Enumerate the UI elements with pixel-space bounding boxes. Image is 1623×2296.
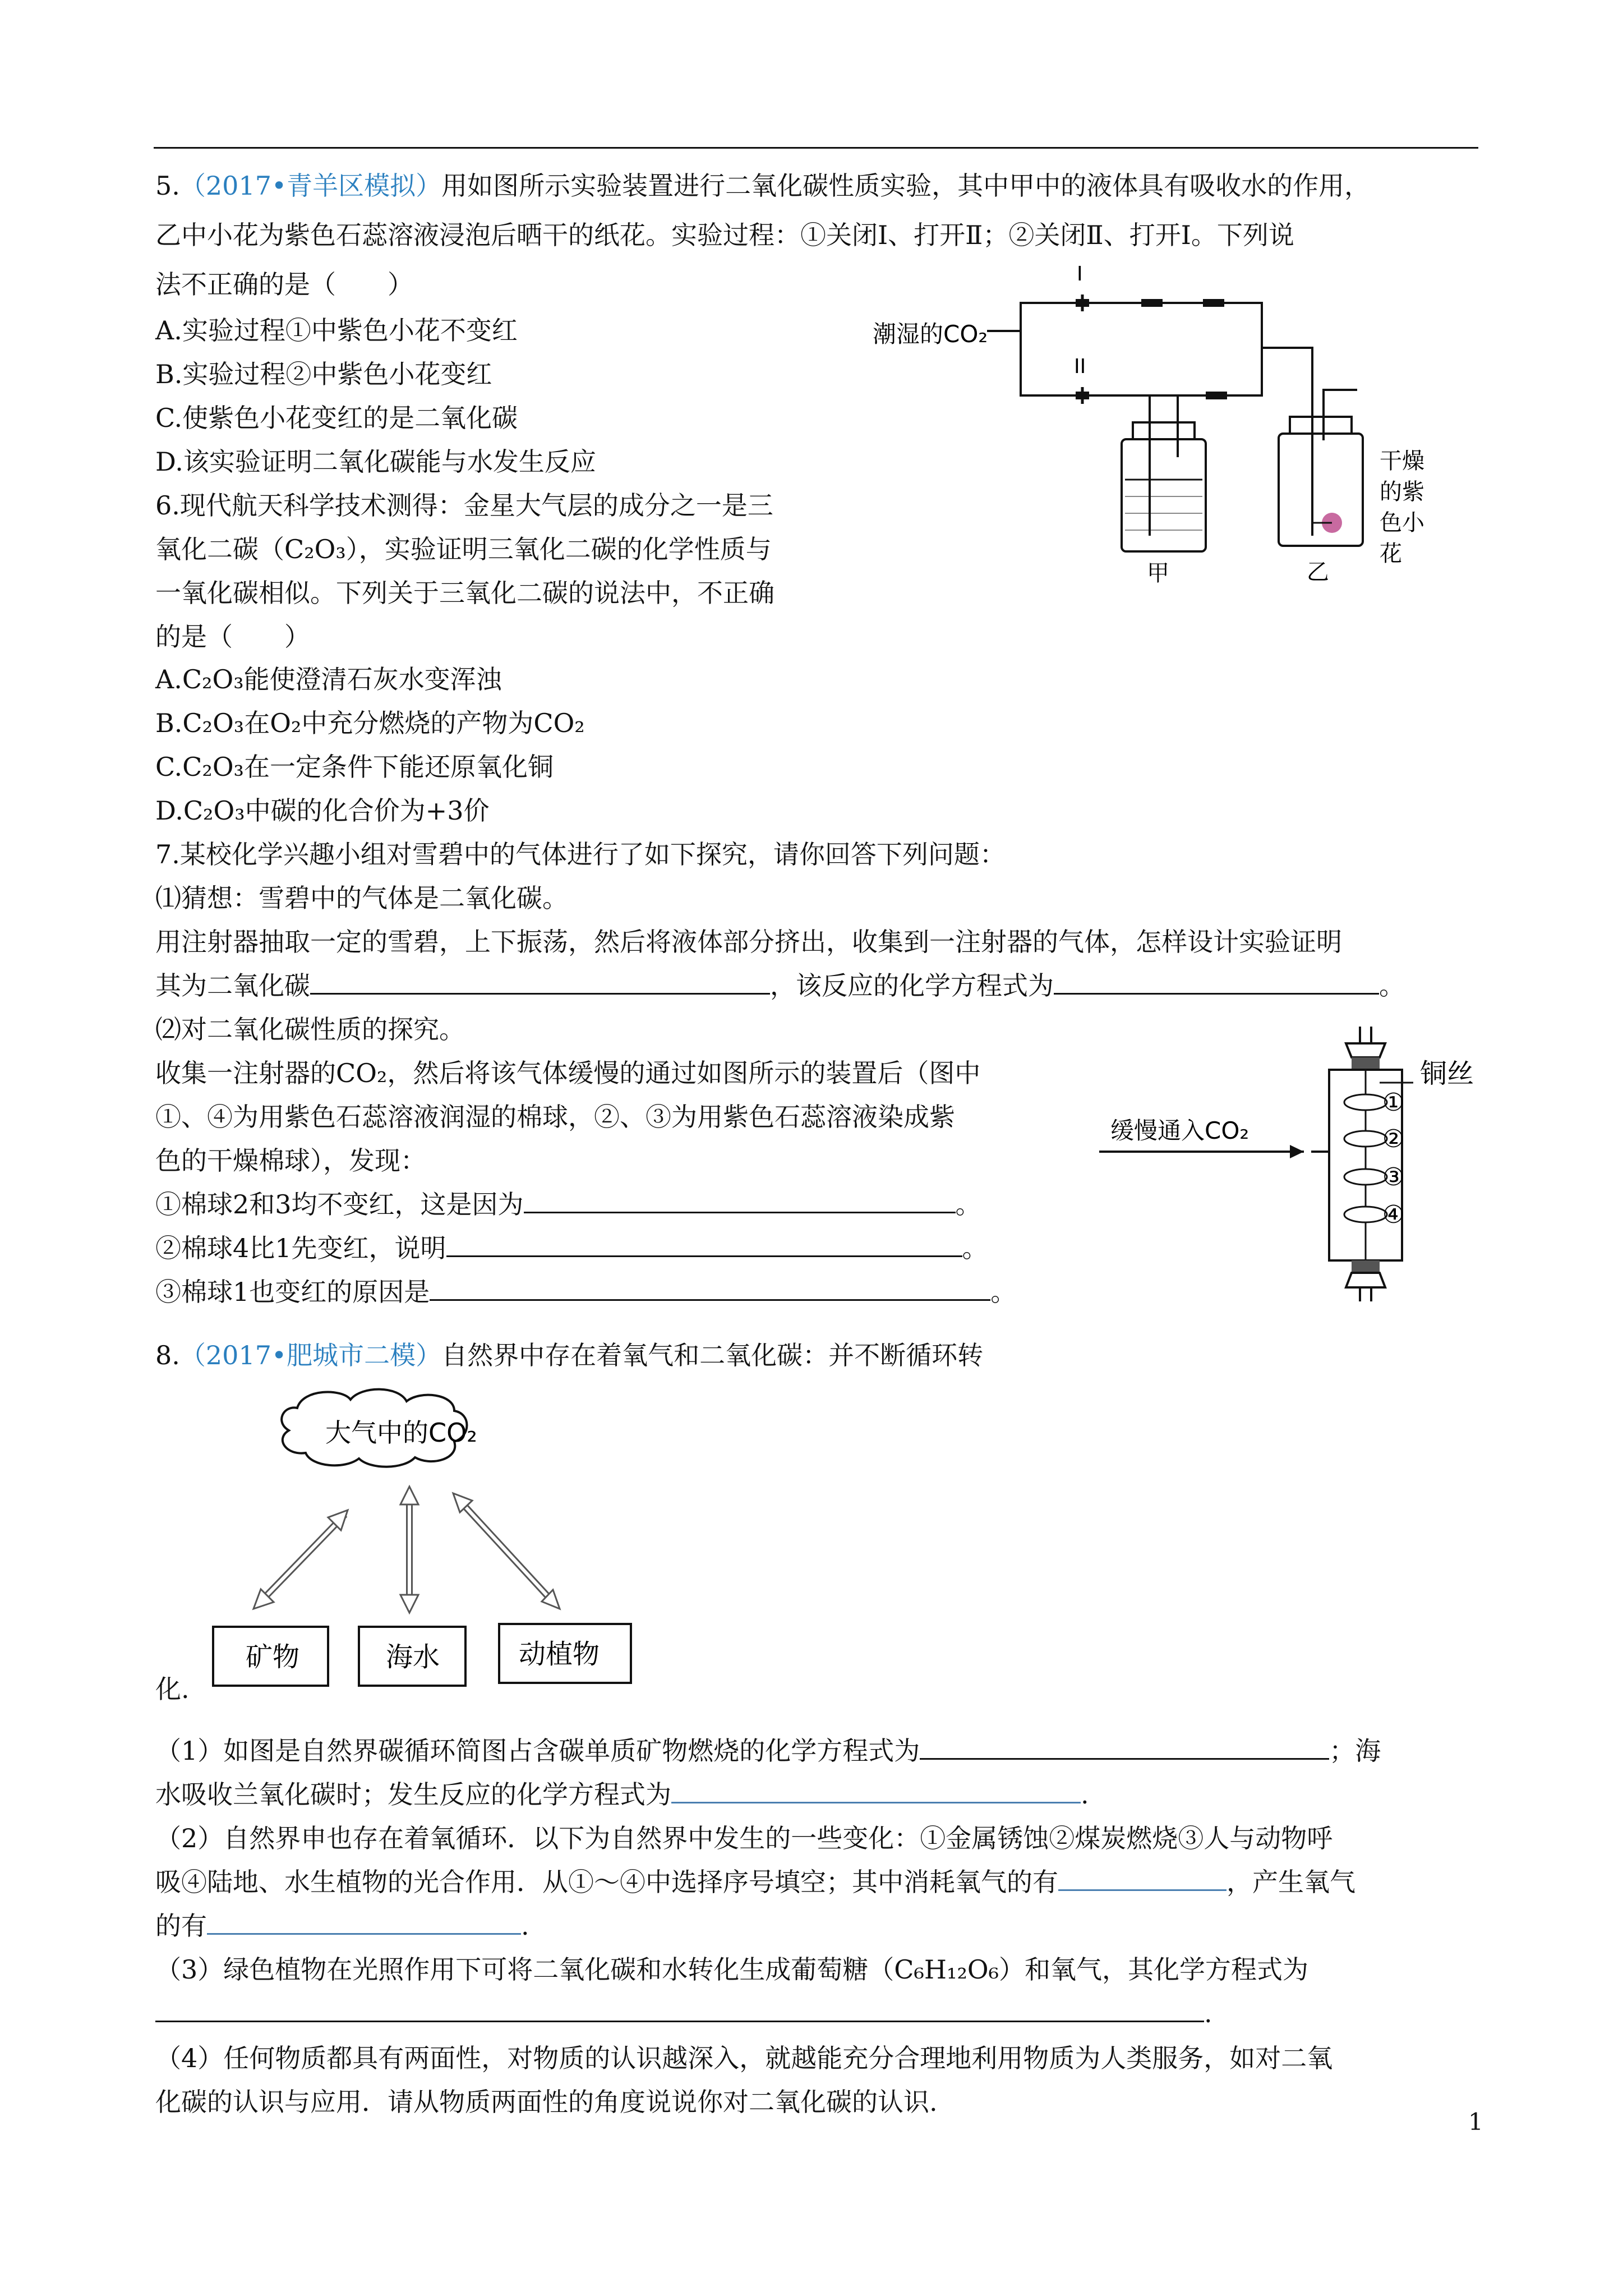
- q7-part2-title: ⑵对二氧化碳性质的探究。: [155, 1014, 465, 1045]
- bottle-jia-label: 甲: [1147, 560, 1169, 586]
- q8-sub4-line1: （4）任何物质都具有两面性，对物质的认识越深入，就越能充分合理地利用物质为人类服务，如对二氧: [155, 2043, 1333, 2073]
- q6-option-c: C.C₂O₃在一定条件下能还原氧化铜: [155, 752, 554, 782]
- q5-source: （2017•青羊区模拟）: [179, 171, 442, 201]
- q6-stem-line3: 一氧化碳相似。下列关于三氧化二碳的说法中，不正确: [155, 578, 774, 608]
- q5-apparatus-figure: [864, 255, 1447, 592]
- q7-part2-line2: ①、④为用紫色石蕊溶液润湿的棉球，②、③为用紫色石蕊溶液染成紫: [155, 1102, 955, 1132]
- q8-source: （2017•肥城市二模）: [179, 1340, 442, 1370]
- q6-option-a: A.C₂O₃能使澄清石灰水变浑浊: [155, 664, 502, 694]
- q8-sub3-line1: （3）绿色植物在光照作用下可将二氧化碳和水转化生成葡萄糖（C₆H₁₂O₆）和氧气，其化学方程式为: [155, 1954, 1309, 1985]
- valve-2-icon: [1076, 387, 1089, 404]
- q7-input-label: 缓慢通入CO₂: [1110, 1117, 1249, 1144]
- q7-part1-title: ⑴猜想：雪碧中的气体是二氧化碳。: [155, 883, 568, 913]
- q5-stem-line3: 法不正确的是（ ）: [155, 269, 413, 300]
- q5-stem-line1: 5.（2017•青羊区模拟）用如图所示实验装置进行二氧化碳性质实验，其中甲中的液体具有吸收水的作用，: [155, 171, 1371, 201]
- q8-sub1-line1: （1）如图是自然界碳循环简图占含碳单质矿物燃烧的化学方程式为 ；海: [155, 1733, 1381, 1768]
- box-organisms-label: 动植物: [519, 1639, 600, 1670]
- q7-ball-2: ②: [1382, 1125, 1405, 1153]
- q8-stem: 8.（2017•肥城市二模）自然界中存在着氧气和二氧化碳：并不断循环转: [155, 1340, 984, 1370]
- valve-2-label: II: [1074, 355, 1086, 378]
- q7-ball-3: ③: [1382, 1163, 1405, 1191]
- bottle-yi-icon: [1279, 417, 1363, 546]
- q8-sub2-line3: 的有 .: [155, 1908, 529, 1943]
- q8-answer-blank-4[interactable]: [207, 1908, 521, 1935]
- q7-column-figure: [1088, 1027, 1481, 1301]
- q8-answer-blank-2[interactable]: [671, 1777, 1081, 1803]
- q8-carbon-cycle-diagram: [208, 1386, 656, 1700]
- q6-stem-line1: 6.现代航天科学技术测得：金星大气层的成分之一是三: [155, 490, 773, 521]
- q7-answer-blank-2[interactable]: [1054, 968, 1379, 995]
- q7-stem: 7.某校化学兴趣小组对雪碧中的气体进行了如下探究，请你回答下列问题：: [155, 839, 1006, 869]
- q7-finding-3: ③棉球1也变红的原因是 。: [155, 1274, 1016, 1309]
- q8-cloud-label: 大气中的CO₂: [325, 1418, 477, 1448]
- q8-sub4-line2: 化碳的认识与应用．请从物质两面性的角度说说你对二氧化碳的认识.: [155, 2087, 938, 2117]
- q6-option-d: D.C₂O₃中碳的化合价为+3价: [155, 795, 490, 826]
- q7-answer-blank-4[interactable]: [446, 1231, 962, 1257]
- q5-option-a: A.实验过程①中紫色小花不变红: [155, 315, 518, 346]
- valve-1-label: I: [1077, 263, 1083, 286]
- q7-answer-blank-1[interactable]: [310, 968, 770, 995]
- q7-part1-line2: 其为二氧化碳 ，该反应的化学方程式为 。: [155, 968, 1405, 1003]
- q8-answer-blank-3[interactable]: [1058, 1865, 1227, 1891]
- q7-ball-4: ④: [1382, 1200, 1405, 1229]
- q7-wire-label: 铜丝: [1420, 1058, 1474, 1089]
- flower-label-3: 色小: [1380, 510, 1424, 536]
- q7-part2-line3: 色的干燥棉球），发现：: [155, 1145, 426, 1176]
- q6-stem-line2: 氧化二碳（C₂O₃），实验证明三氧化二碳的化学性质与: [155, 534, 772, 564]
- q6-stem-line4: 的是（ ）: [155, 622, 310, 652]
- q7-answer-blank-5[interactable]: [430, 1274, 990, 1301]
- q7-finding-2: ②棉球4比1先变红，说明 。: [155, 1231, 988, 1266]
- header-rule: [154, 147, 1478, 149]
- box-seawater-label: 海水: [386, 1641, 440, 1673]
- q5-option-c: C.使紫色小花变红的是二氧化碳: [155, 403, 518, 433]
- q6-option-b: B.C₂O₃在O₂中充分燃烧的产物为CO₂: [155, 708, 585, 738]
- q8-answer-blank-1[interactable]: [920, 1733, 1329, 1760]
- q8-stem-end: 化.: [155, 1674, 190, 1704]
- flower-label-4: 花: [1380, 541, 1402, 567]
- box-minerals-label: 矿物: [246, 1641, 300, 1673]
- flower-label-2: 的紫: [1380, 479, 1424, 505]
- q5-stem-line2: 乙中小花为紫色石蕊溶液浸泡后晒干的纸花。实验过程：①关闭Ⅰ、打开Ⅱ；②关闭Ⅱ、打开Ⅰ。下列说: [155, 220, 1294, 250]
- q8-sub2-line1: （2）自然界申也存在着氧循环．以下为自然界中发生的一些变化：①金属锈蚀②煤炭燃烧③人与动物呼: [155, 1823, 1333, 1853]
- page-number: 1: [1468, 2108, 1483, 2136]
- q7-ball-1: ①: [1382, 1088, 1405, 1117]
- bottle-yi-label: 乙: [1307, 559, 1329, 585]
- q7-answer-blank-3[interactable]: [524, 1187, 956, 1213]
- q8-sub1-line2: 水吸收兰氧化碳时；发生反应的化学方程式为 .: [155, 1777, 1089, 1812]
- bottle-jia-icon: [1122, 422, 1206, 551]
- valve-1-icon: [1076, 295, 1089, 311]
- q8-answer-blank-5[interactable]: [155, 1996, 1204, 2022]
- q5-option-b: B.实验过程②中紫色小花变红: [155, 359, 492, 389]
- q5-option-d: D.该实验证明二氧化碳能与水发生反应: [155, 447, 596, 477]
- q8-sub3-line2: .: [155, 1996, 1212, 2031]
- q8-sub2-line2: 吸④陆地、水生植物的光合作用．从①～④中选择序号填空；其中消耗氧气的有 ，产生氧气: [155, 1865, 1355, 1899]
- q7-part1-line1: 用注射器抽取一定的雪碧，上下振荡，然后将液体部分挤出，收集到一注射器的气体，怎样设计实验证明: [155, 927, 1342, 957]
- q5-input-label: 潮湿的CO₂: [873, 320, 988, 348]
- q7-finding-1: ①棉球2和3均不变红，这是因为 。: [155, 1187, 981, 1222]
- q7-part2-line1: 收集一注射器的CO₂，然后将该气体缓慢的通过如图所示的装置后（图中: [155, 1058, 981, 1088]
- flower-label-1: 干燥: [1380, 448, 1424, 474]
